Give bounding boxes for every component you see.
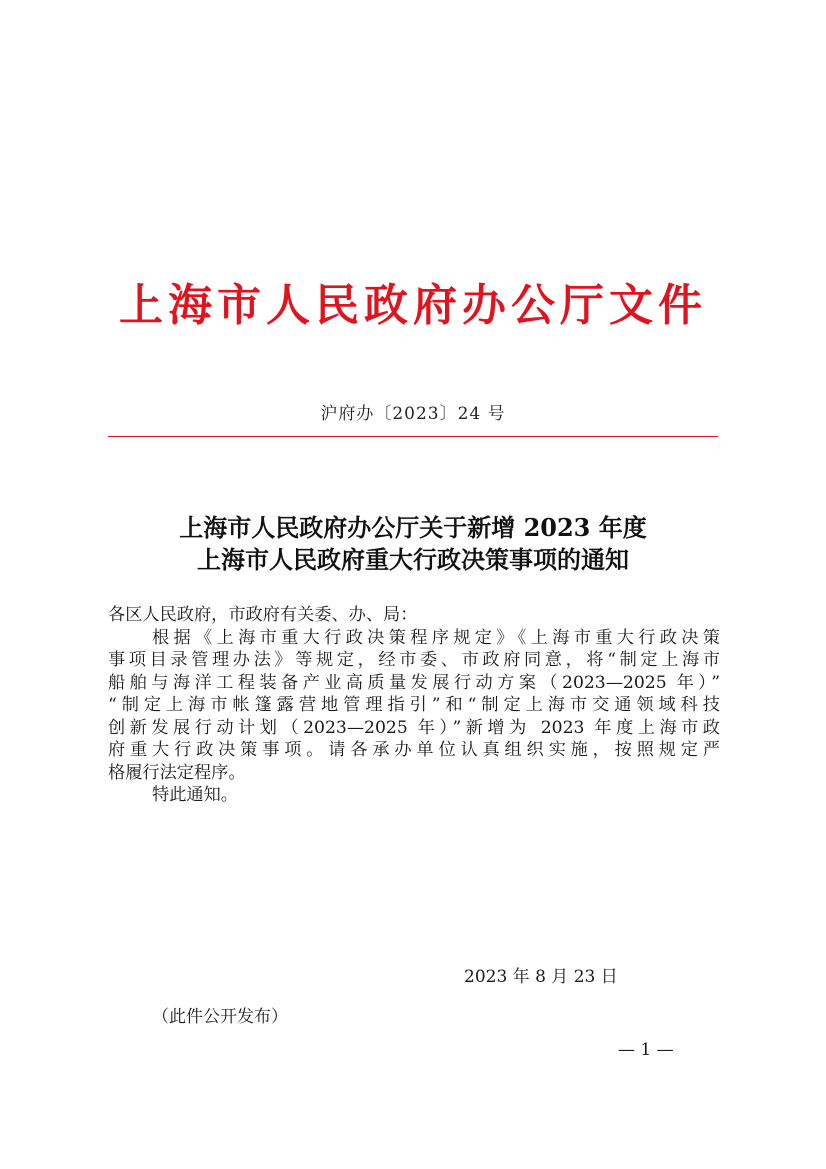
red-separator-line xyxy=(108,436,718,437)
body-line: 创新发展行动计划（2023—2025 年）”新增为 2023 年度上海市政 xyxy=(108,717,720,738)
body-line: 船舶与海洋工程装备产业高质量发展行动方案（2023—2025 年）” xyxy=(108,672,720,693)
body-line: 根据《上海市重大行政决策程序规定》《上海市重大行政决策 xyxy=(152,627,720,648)
body-line: 事项目录管理办法》等规定，经市委、市政府同意，将“制定上海市 xyxy=(108,650,720,670)
body-line: 府重大行政决策事项。请各承办单位认真组织实施，按照规定严 xyxy=(108,740,720,760)
body-line: “制定上海市帐篷露营地管理指引”和“制定上海市交通领域科技 xyxy=(108,695,720,715)
closing-line: 特此通知。 xyxy=(152,785,238,805)
body-line: 格履行法定程序。 xyxy=(108,762,246,783)
notice-title xyxy=(0,512,826,576)
notice-title-line-2: 上海市人民政府重大行政决策事项的通知 xyxy=(197,545,629,574)
notice-body xyxy=(108,604,720,807)
salutation: 各区人民政府，市政府有关委、办、局： xyxy=(108,605,418,625)
issue-date: 2023 年 8 月 23 日 xyxy=(464,967,618,987)
page-number: — 1 — xyxy=(618,1040,674,1060)
document-number: 沪府办〔2023〕24 号 xyxy=(320,404,506,424)
publish-note: （此件公开发布） xyxy=(152,1007,288,1027)
document-masthead: 上海市人民政府办公厅文件 xyxy=(119,280,707,331)
notice-title-line-1: 上海市人民政府办公厅关于新增 2023 年度 xyxy=(179,513,647,542)
